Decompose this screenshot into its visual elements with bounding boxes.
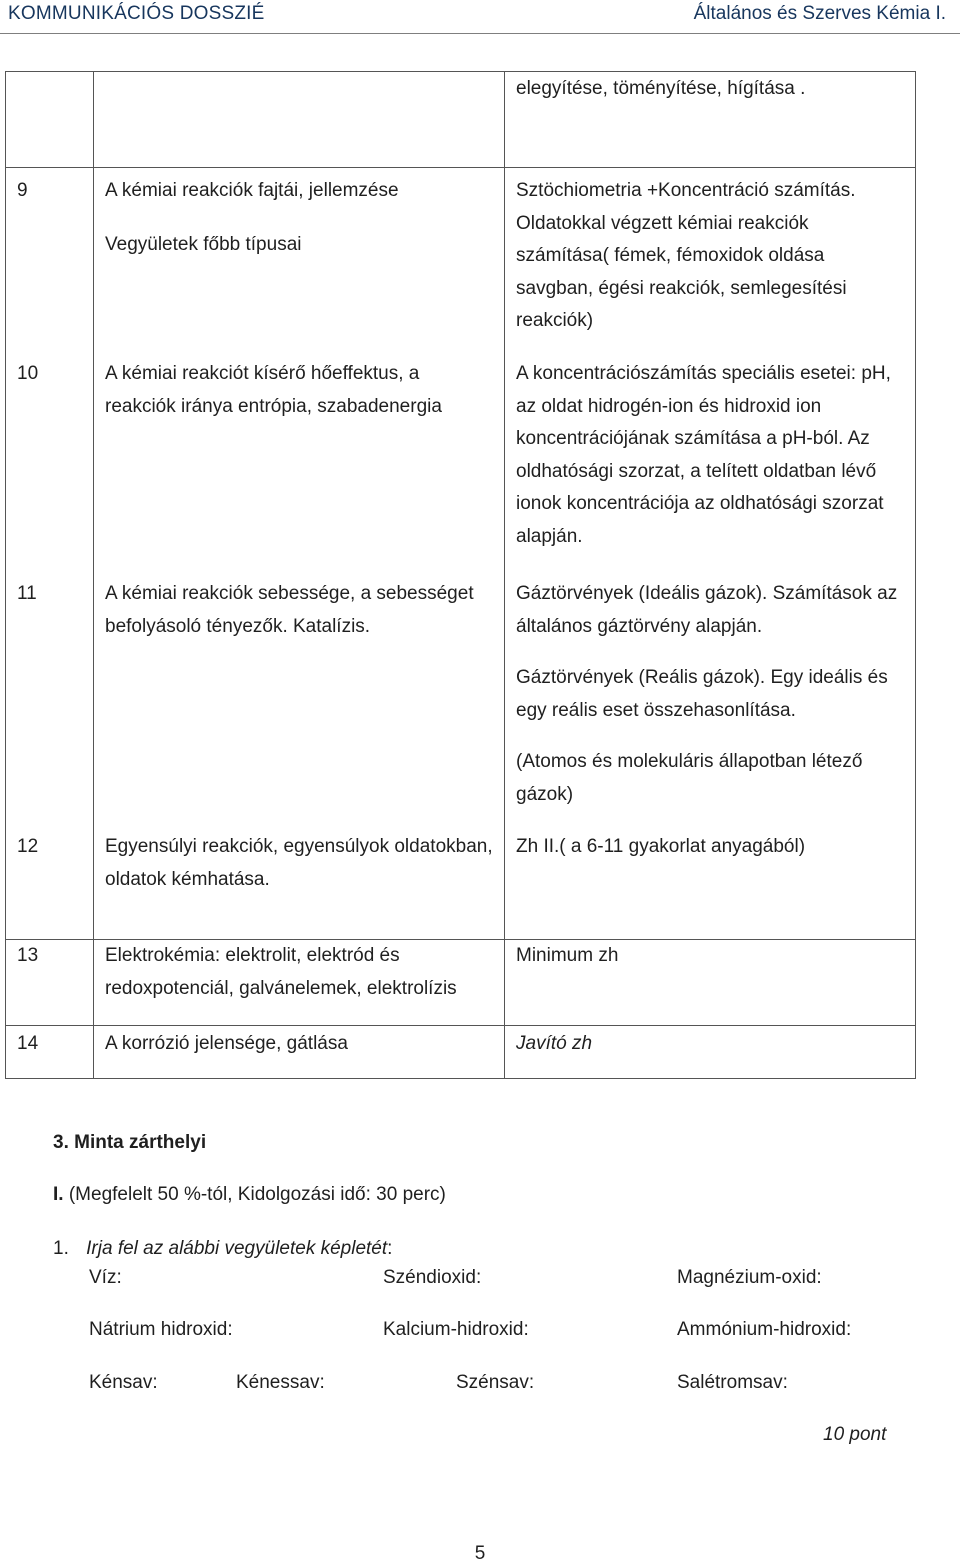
- table-row-14: [6, 1026, 916, 1079]
- compound-label: Nátrium hidroxid:: [89, 1319, 233, 1340]
- row-detail: Minimum zh: [516, 945, 619, 966]
- row-detail: Zh II.( a 6-11 gyakorlat anyagából): [516, 836, 806, 857]
- compound-label: Magnézium-oxid:: [677, 1267, 822, 1288]
- compound-label: Szénsav:: [456, 1372, 535, 1393]
- part-heading: [53, 1182, 446, 1208]
- schedule-table: [5, 71, 916, 1079]
- row-topic: A korrózió jelensége, gátlása: [105, 1033, 348, 1054]
- question-text: Irja fel az alábbi vegyületek képletét: [86, 1238, 388, 1259]
- row-detail: Gáztörvények (Reális gázok). Egy ideális és egy reális eset összehasonlítása.: [516, 667, 888, 721]
- row-number: 9: [17, 180, 28, 201]
- part-text: (Megfelelt 50 %-tól, Kidolgozási idő: 30 perc): [68, 1184, 446, 1205]
- compound-label: Széndioxid:: [383, 1267, 482, 1288]
- top-row-detail: elegyítése, töményítése, hígítása .: [516, 78, 806, 99]
- row-topic: Elektrokémia: elektrolit, elektród és redoxpotenciál, galvánelemek, elektrolízis: [105, 945, 457, 999]
- compound-label: Kalcium-hidroxid:: [383, 1319, 529, 1340]
- compound-label: Víz:: [89, 1267, 122, 1288]
- row-detail: A koncentrációszámítás speciális esetei: pH, az oldat hidrogén-ion és hidroxid ion koncentrációjának számítása a pH-ból. Az oldhatósági szorzat, a telített oldatban lévő ionok koncentrációja az oldhatósági szorzat alapján.: [516, 363, 891, 547]
- compound-label: Kénsav:: [89, 1372, 158, 1393]
- row-topic: A kémiai reakciók sebessége, a sebességet befolyásoló tényezők. Katalízis.: [105, 583, 474, 637]
- row-detail: Sztöchiometria +Koncentráció számítás. Oldatokkal végzett kémiai reakciók számítása( fémek, fémoxidok oldása savgban, égési reakciók, semlegesítési reakciók): [516, 180, 856, 331]
- row-detail: Javító zh: [516, 1033, 593, 1054]
- row-topic: A kémiai reakciók fajtái, jellemzése: [105, 180, 399, 201]
- compound-label: Ammónium-hidroxid:: [677, 1319, 852, 1340]
- row-number: 14: [17, 1033, 39, 1054]
- page-header: [0, 0, 960, 36]
- row-detail: (Atomos és molekuláris állapotban létező gázok): [516, 751, 863, 805]
- row-number: 12: [17, 836, 39, 857]
- points-label: 10 pont: [823, 1424, 887, 1445]
- row-number: 11: [17, 583, 37, 604]
- part-number: I.: [53, 1184, 64, 1205]
- question-heading: [53, 1236, 392, 1262]
- row-number: 13: [17, 945, 39, 966]
- header-left-title: KOMMUNIKÁCIÓS DOSSZIÉ: [8, 3, 265, 24]
- question-colon: :: [387, 1238, 393, 1259]
- row-topic: A kémiai reakciót kísérő hőeffektus, a reakciók iránya entrópia, szabadenergia: [105, 363, 442, 417]
- row-number: 10: [17, 363, 39, 384]
- row-topic: Vegyületek főbb típusai: [105, 233, 302, 255]
- table-row-13: [6, 940, 916, 1026]
- compound-label: Salétromsav:: [677, 1372, 788, 1393]
- page-number: 5: [474, 1543, 486, 1564]
- table-row: [6, 72, 916, 168]
- compound-label: Kénessav:: [236, 1372, 325, 1393]
- row-topic: Egyensúlyi reakciók, egyensúlyok oldatokban, oldatok kémhatása.: [105, 836, 493, 890]
- question-number: 1.: [53, 1238, 69, 1259]
- table-row-12: [6, 831, 916, 940]
- header-divider: [0, 33, 960, 34]
- table-row-11: [6, 578, 916, 831]
- table-row-10: [6, 358, 916, 578]
- row-detail: Gáztörvények (Ideális gázok). Számítások az általános gáztörvény alapján.: [516, 583, 898, 637]
- table-row-9: [6, 168, 916, 359]
- section-title: 3. Minta zárthelyi: [53, 1132, 207, 1153]
- header-right-title: Általános és Szerves Kémia I.: [693, 3, 946, 24]
